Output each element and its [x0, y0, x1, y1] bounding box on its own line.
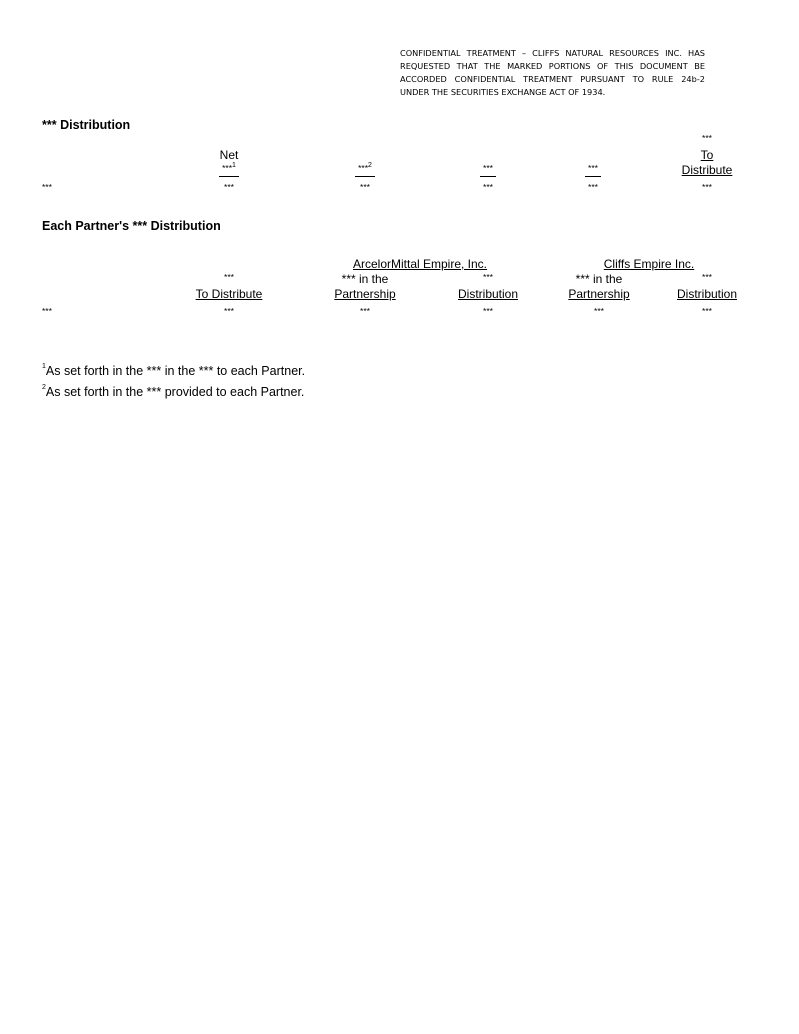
s2-col3-top: *** [483, 272, 493, 282]
confidential-line: ACCORDED CONFIDENTIAL TREATMENT PURSUANT TO RULE 24b-2 [400, 74, 705, 84]
s2-col4-top: *** in the [575, 272, 623, 286]
s1-col5-top: *** [702, 133, 712, 143]
s2-col1-top: *** [224, 272, 234, 282]
s1-col1-bottom: ***$^1$ [222, 162, 236, 173]
footnote-2: $^2$As set forth in the *** provided to each Partner. [42, 384, 305, 399]
s2-col5-bottom: Distribution [676, 287, 738, 301]
confidential-line: REQUESTED THAT THE MARKED PORTIONS OF THIS DOCUMENT BE [400, 61, 705, 71]
section2-title: Each Partner's *** Distribution [42, 219, 221, 233]
s1-row-cell: *** [702, 182, 712, 192]
s1-col3: *** [483, 163, 493, 173]
s2-row-cell: *** [42, 306, 52, 316]
s1-col5-mid: To [700, 148, 714, 162]
s2-col3-bottom: Distribution [457, 287, 519, 301]
s1-row-cell: *** [360, 182, 370, 192]
s1-row-cell: *** [588, 182, 598, 192]
s2-group-arcelormittal: ArcelorMittal Empire, Inc. [352, 257, 488, 271]
s2-col1-bottom: To Distribute [195, 287, 263, 301]
s2-col2-top: *** in the [341, 272, 389, 286]
s1-col5-bottom: Distribute [681, 163, 733, 177]
s1-col1-rule [219, 176, 239, 177]
s1-col3-rule [480, 176, 496, 177]
s2-col4-bottom: Partnership [568, 287, 630, 301]
section1-title: *** Distribution [42, 118, 131, 132]
s2-row-cell: *** [483, 306, 493, 316]
s1-col1-top: Net [219, 148, 239, 162]
s1-row-cell: *** [42, 182, 52, 192]
confidential-line: CONFIDENTIAL TREATMENT – CLIFFS NATURAL RESOURCES INC. HAS [400, 48, 705, 58]
s2-group-cliffs: Cliffs Empire Inc. [603, 257, 695, 271]
s2-row-cell: *** [702, 306, 712, 316]
confidential-line: UNDER THE SECURITIES EXCHANGE ACT OF 1934. [400, 87, 606, 97]
s2-col2-bottom: Partnership [334, 287, 396, 301]
footnote-1: $^1$As set forth in the *** in the *** to each Partner. [42, 363, 306, 378]
s1-col2: ***$^2$ [358, 162, 372, 173]
s1-row-cell: *** [224, 182, 234, 192]
s2-row-cell: *** [224, 306, 234, 316]
s2-row-cell: *** [360, 306, 370, 316]
s1-col4: *** [588, 163, 598, 173]
s1-row-cell: *** [483, 182, 493, 192]
s1-col2-rule [355, 176, 375, 177]
s1-col4-rule [585, 176, 601, 177]
s2-col5-top: *** [702, 272, 712, 282]
s2-row-cell: *** [594, 306, 604, 316]
confidential-notice [400, 47, 705, 99]
